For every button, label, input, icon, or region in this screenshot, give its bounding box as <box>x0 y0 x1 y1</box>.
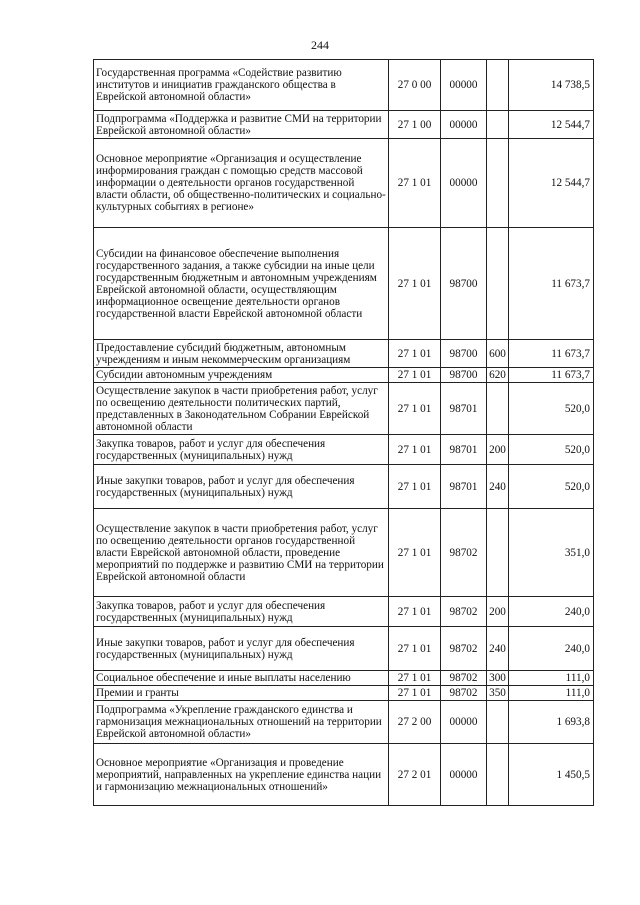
row-expense-type: 240 <box>487 465 509 509</box>
row-expense-type <box>487 139 509 228</box>
row-amount: 240,0 <box>509 597 594 627</box>
row-description: Социальное обеспечение и иные выплаты населению <box>94 671 389 686</box>
row-direction-code: 00000 <box>441 111 487 139</box>
row-amount: 14 738,5 <box>509 60 594 111</box>
row-amount: 111,0 <box>509 671 594 686</box>
table-row <box>94 368 594 383</box>
row-description: Осуществление закупок в части приобретения работ, услуг по освещению деятельности политических партий, представленных в Законодательном Собрании Еврейской автономной области <box>94 383 389 435</box>
table-row <box>94 383 594 435</box>
table-row <box>94 509 594 597</box>
row-target-code: 27 2 01 <box>389 744 441 806</box>
page-number: 244 <box>311 38 329 52</box>
row-description: Основное мероприятие «Организация и проведение мероприятий, направленных на укрепление единства нации и гармонизацию межнациональных отношений» <box>94 744 389 806</box>
row-expense-type <box>487 60 509 111</box>
row-direction-code: 98702 <box>441 627 487 671</box>
table-row <box>94 627 594 671</box>
row-expense-type <box>487 701 509 744</box>
row-direction-code: 98700 <box>441 228 487 340</box>
row-target-code: 27 0 00 <box>389 60 441 111</box>
row-amount: 12 544,7 <box>509 139 594 228</box>
table-row <box>94 671 594 686</box>
row-description: Закупка товаров, работ и услуг для обеспечения государственных (муниципальных) нужд <box>94 435 389 465</box>
row-target-code: 27 2 00 <box>389 701 441 744</box>
row-amount: 11 673,7 <box>509 368 594 383</box>
row-amount: 351,0 <box>509 509 594 597</box>
row-amount: 11 673,7 <box>509 228 594 340</box>
row-expense-type <box>487 383 509 435</box>
row-amount: 240,0 <box>509 627 594 671</box>
row-target-code: 27 1 01 <box>389 139 441 228</box>
table-row <box>94 701 594 744</box>
row-description: Иные закупки товаров, работ и услуг для обеспечения государственных (муниципальных) нужд <box>94 465 389 509</box>
table-row <box>94 435 594 465</box>
row-expense-type: 200 <box>487 435 509 465</box>
row-direction-code: 00000 <box>441 701 487 744</box>
row-expense-type: 300 <box>487 671 509 686</box>
row-description: Иные закупки товаров, работ и услуг для обеспечения государственных (муниципальных) нужд <box>94 627 389 671</box>
row-target-code: 27 1 01 <box>389 465 441 509</box>
row-direction-code: 00000 <box>441 60 487 111</box>
row-expense-type: 600 <box>487 340 509 368</box>
row-target-code: 27 1 01 <box>389 383 441 435</box>
row-expense-type: 200 <box>487 597 509 627</box>
row-direction-code: 98701 <box>441 435 487 465</box>
row-amount: 11 673,7 <box>509 340 594 368</box>
row-direction-code: 98702 <box>441 509 487 597</box>
table-row <box>94 139 594 228</box>
row-direction-code: 98702 <box>441 597 487 627</box>
row-target-code: 27 1 01 <box>389 368 441 383</box>
row-expense-type <box>487 111 509 139</box>
table-row <box>94 111 594 139</box>
table-row <box>94 340 594 368</box>
table-row <box>94 465 594 509</box>
row-description: Предоставление субсидий бюджетным, автономным учреждениям и иным некоммерческим организациям <box>94 340 389 368</box>
row-amount: 520,0 <box>509 465 594 509</box>
row-target-code: 27 1 01 <box>389 597 441 627</box>
row-target-code: 27 1 01 <box>389 671 441 686</box>
row-direction-code: 98702 <box>441 686 487 701</box>
row-direction-code: 98701 <box>441 465 487 509</box>
row-direction-code: 98701 <box>441 383 487 435</box>
row-direction-code: 98702 <box>441 671 487 686</box>
table-row <box>94 60 594 111</box>
budget-table <box>93 59 594 806</box>
row-amount: 111,0 <box>509 686 594 701</box>
row-direction-code: 00000 <box>441 744 487 806</box>
row-target-code: 27 1 01 <box>389 627 441 671</box>
row-amount: 1 450,5 <box>509 744 594 806</box>
table-row <box>94 597 594 627</box>
row-description: Субсидии на финансовое обеспечение выполнения государственного задания, а также субсидии на иные цели государственным бюджетным и автономным учреждениям Еврейской автономной области, осуществляющим информационное освещение деятельности органов государственной власти Еврейской автономной области <box>94 228 389 340</box>
row-expense-type <box>487 228 509 340</box>
row-direction-code: 98700 <box>441 340 487 368</box>
row-expense-type <box>487 744 509 806</box>
row-target-code: 27 1 01 <box>389 509 441 597</box>
row-expense-type: 240 <box>487 627 509 671</box>
budget-table-body <box>94 60 594 806</box>
row-expense-type: 350 <box>487 686 509 701</box>
row-target-code: 27 1 01 <box>389 435 441 465</box>
row-direction-code: 98700 <box>441 368 487 383</box>
row-amount: 12 544,7 <box>509 111 594 139</box>
row-target-code: 27 1 01 <box>389 340 441 368</box>
row-description: Закупка товаров, работ и услуг для обеспечения государственных (муниципальных) нужд <box>94 597 389 627</box>
row-target-code: 27 1 01 <box>389 686 441 701</box>
row-expense-type <box>487 509 509 597</box>
table-row <box>94 686 594 701</box>
row-description: Премии и гранты <box>94 686 389 701</box>
row-description: Подпрограмма «Укрепление гражданского единства и гармонизация межнациональных отношений на территории Еврейской автономной области» <box>94 701 389 744</box>
row-description: Подпрограмма «Поддержка и развитие СМИ на территории Еврейской автономной области» <box>94 111 389 139</box>
row-amount: 520,0 <box>509 383 594 435</box>
row-target-code: 27 1 01 <box>389 228 441 340</box>
row-target-code: 27 1 00 <box>389 111 441 139</box>
row-expense-type: 620 <box>487 368 509 383</box>
row-amount: 1 693,8 <box>509 701 594 744</box>
row-description: Осуществление закупок в части приобретения работ, услуг по освещению деятельности органов государственной власти Еврейской автономной области, проведение мероприятий по поддержке и развитию СМИ на территории Еврейской автономной области <box>94 509 389 597</box>
row-description: Субсидии автономным учреждениям <box>94 368 389 383</box>
row-description: Государственная программа «Содействие развитию институтов и инициатив гражданского общества в Еврейской автономной области» <box>94 60 389 111</box>
table-row <box>94 228 594 340</box>
row-amount: 520,0 <box>509 435 594 465</box>
table-row <box>94 744 594 806</box>
row-description: Основное мероприятие «Организация и осуществление информирования граждан с помощью средств массовой информации о деятельности органов государственной власти области, об общественно-политических и социально-культурных событиях в регионе» <box>94 139 389 228</box>
row-direction-code: 00000 <box>441 139 487 228</box>
